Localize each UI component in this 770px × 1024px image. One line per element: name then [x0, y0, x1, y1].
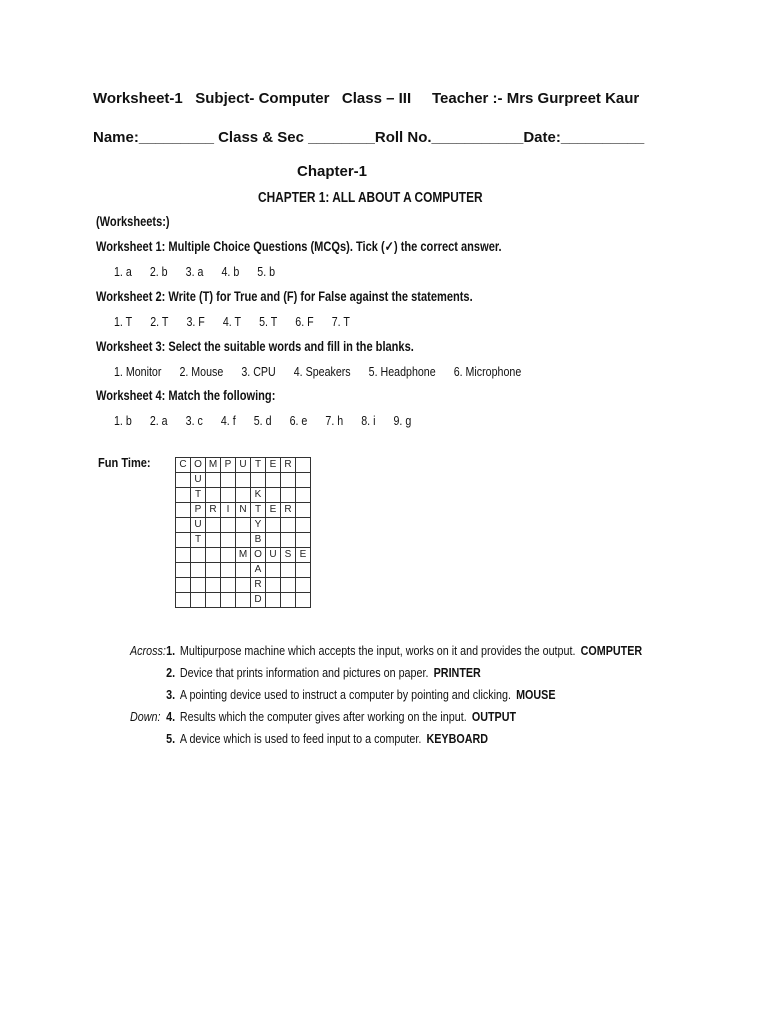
worksheet-3-answers	[114, 364, 539, 379]
grid-cell	[176, 488, 191, 503]
grid-cell	[266, 593, 281, 608]
answer-item: 8. i	[361, 413, 376, 428]
grid-cell	[221, 473, 236, 488]
grid-cell	[176, 503, 191, 518]
answer-item: 6. F	[295, 314, 314, 329]
grid-cell	[206, 533, 221, 548]
clue-text: Device that prints information and pictures on paper. PRINTER	[179, 666, 481, 680]
grid-cell: R	[206, 503, 221, 518]
answer-item: 7. T	[331, 314, 350, 329]
grid-cell	[296, 563, 311, 578]
clue-answer: KEYBOARD	[426, 732, 489, 746]
clue-number: 2.	[166, 666, 176, 680]
answer-item: 5. d	[253, 413, 272, 428]
clue-number: 4.	[166, 710, 176, 724]
fun-time-label: Fun Time:	[98, 455, 151, 470]
worksheet-1-answers	[114, 264, 293, 279]
grid-cell	[251, 473, 266, 488]
answer-item: 3. CPU	[241, 364, 276, 379]
crossword-grid	[175, 457, 311, 608]
grid-cell: U	[236, 458, 251, 473]
worksheet-header: Worksheet-1 Subject- Computer Class – III Teacher :- Mrs Gurpreet Kaur	[93, 90, 640, 107]
clue-direction-label: Across:	[130, 644, 166, 658]
grid-cell: P	[191, 503, 206, 518]
answer-item: 4. f	[220, 413, 236, 428]
grid-cell	[206, 593, 221, 608]
grid-cell	[206, 563, 221, 578]
clue-text: A pointing device used to instruct a computer by pointing and clicking. MOUSE	[179, 688, 556, 702]
grid-cell	[296, 578, 311, 593]
clue-answer: COMPUTER	[580, 644, 643, 658]
grid-cell	[281, 563, 296, 578]
grid-cell	[296, 593, 311, 608]
grid-cell	[191, 578, 206, 593]
grid-cell	[296, 458, 311, 473]
grid-cell: B	[251, 533, 266, 548]
answer-item: 4. T	[222, 314, 242, 329]
grid-cell	[281, 593, 296, 608]
grid-cell	[236, 593, 251, 608]
answer-item: 2. a	[149, 413, 168, 428]
answer-item: 1. Monitor	[114, 364, 162, 379]
answer-item: 6. e	[289, 413, 308, 428]
grid-cell: K	[251, 488, 266, 503]
grid-cell	[176, 473, 191, 488]
grid-cell: Y	[251, 518, 266, 533]
grid-cell	[236, 563, 251, 578]
student-info-line: Name:_________ Class & Sec ________Roll No.___________Date:__________	[93, 129, 645, 146]
grid-cell	[221, 533, 236, 548]
clue-text: A device which is used to feed input to a computer. KEYBOARD	[179, 732, 489, 746]
grid-cell	[296, 518, 311, 533]
grid-cell: R	[281, 458, 296, 473]
grid-cell: A	[251, 563, 266, 578]
clue-answer: PRINTER	[433, 666, 481, 680]
worksheet-4-answers	[114, 413, 429, 428]
grid-cell	[236, 473, 251, 488]
answer-item: 2. T	[150, 314, 169, 329]
grid-cell	[176, 578, 191, 593]
clue-text: Multipurpose machine which accepts the input, works on it and provides the output. COMPUTER	[179, 644, 643, 658]
grid-cell: N	[236, 503, 251, 518]
grid-cell	[296, 533, 311, 548]
grid-cell	[176, 533, 191, 548]
grid-cell: M	[236, 548, 251, 563]
grid-cell: T	[251, 503, 266, 518]
grid-cell: U	[191, 473, 206, 488]
grid-cell: R	[281, 503, 296, 518]
grid-cell	[221, 593, 236, 608]
grid-cell: O	[251, 548, 266, 563]
worksheet-2-answers	[114, 314, 368, 329]
chapter-label: Chapter-1	[297, 163, 368, 180]
grid-cell: P	[221, 458, 236, 473]
clue-answer: OUTPUT	[471, 710, 517, 724]
answer-item: 6. Microphone	[453, 364, 522, 379]
grid-cell	[176, 593, 191, 608]
grid-cell	[266, 578, 281, 593]
answer-item: 1. a	[114, 264, 132, 279]
grid-cell	[281, 488, 296, 503]
grid-cell: E	[266, 503, 281, 518]
grid-cell	[296, 473, 311, 488]
grid-cell	[221, 488, 236, 503]
answer-item: 7. h	[325, 413, 344, 428]
grid-cell	[221, 563, 236, 578]
grid-cell	[296, 488, 311, 503]
answer-item: 3. c	[185, 413, 203, 428]
grid-cell	[191, 593, 206, 608]
answer-item: 3. F	[186, 314, 205, 329]
grid-cell	[266, 563, 281, 578]
grid-cell: I	[221, 503, 236, 518]
answer-item: 2. Mouse	[179, 364, 224, 379]
grid-cell	[236, 518, 251, 533]
grid-cell: T	[191, 488, 206, 503]
grid-cell: R	[251, 578, 266, 593]
grid-cell	[236, 533, 251, 548]
grid-cell	[176, 563, 191, 578]
clue-number: 5.	[166, 732, 176, 746]
grid-cell	[206, 473, 221, 488]
grid-cell	[266, 473, 281, 488]
chapter-title: CHAPTER 1: ALL ABOUT A COMPUTER	[258, 190, 483, 206]
answer-item: 3. a	[185, 264, 204, 279]
grid-cell	[206, 578, 221, 593]
grid-cell: C	[176, 458, 191, 473]
worksheet-1-title: Worksheet 1: Multiple Choice Questions (MCQs). Tick (✓) the correct answer.	[96, 239, 502, 254]
grid-cell: E	[296, 548, 311, 563]
grid-cell	[266, 488, 281, 503]
grid-cell	[191, 548, 206, 563]
grid-cell: T	[191, 533, 206, 548]
grid-cell	[281, 533, 296, 548]
grid-cell: M	[206, 458, 221, 473]
grid-cell	[236, 488, 251, 503]
answer-item: 2. b	[149, 264, 168, 279]
grid-cell	[281, 518, 296, 533]
grid-cell	[221, 578, 236, 593]
grid-cell	[281, 578, 296, 593]
worksheet-4-title: Worksheet 4: Match the following:	[96, 388, 276, 403]
grid-cell	[206, 548, 221, 563]
grid-cell	[176, 548, 191, 563]
grid-cell: O	[191, 458, 206, 473]
answer-item: 4. Speakers	[293, 364, 351, 379]
clue-answer: MOUSE	[516, 688, 556, 702]
clue-number: 3.	[166, 688, 176, 702]
answer-item: 4. b	[221, 264, 240, 279]
grid-cell	[221, 518, 236, 533]
grid-cell	[266, 518, 281, 533]
worksheets-heading: (Worksheets:)	[96, 214, 170, 229]
answer-item: 5. Headphone	[368, 364, 436, 379]
answer-item: 5. b	[257, 264, 276, 279]
grid-cell: E	[266, 458, 281, 473]
grid-cell	[236, 578, 251, 593]
grid-cell	[206, 518, 221, 533]
answer-item: 9. g	[393, 413, 412, 428]
answer-item: 1. b	[114, 413, 132, 428]
answer-item: 1. T	[114, 314, 133, 329]
grid-cell	[281, 473, 296, 488]
answer-item: 5. T	[259, 314, 278, 329]
grid-cell: S	[281, 548, 296, 563]
grid-cell: U	[266, 548, 281, 563]
grid-cell	[191, 563, 206, 578]
clue-number: 1.	[166, 644, 176, 658]
grid-cell	[296, 503, 311, 518]
worksheet-3-title: Worksheet 3: Select the suitable words and fill in the blanks.	[96, 339, 414, 354]
worksheet-2-title: Worksheet 2: Write (T) for True and (F) for False against the statements.	[96, 289, 473, 304]
grid-cell: U	[191, 518, 206, 533]
grid-cell	[221, 548, 236, 563]
clue-text: Results which the computer gives after working on the input. OUTPUT	[179, 710, 517, 724]
grid-cell: T	[251, 458, 266, 473]
grid-cell	[266, 533, 281, 548]
grid-cell: D	[251, 593, 266, 608]
clue-direction-label: Down:	[130, 710, 161, 724]
grid-cell	[206, 488, 221, 503]
grid-cell	[176, 518, 191, 533]
